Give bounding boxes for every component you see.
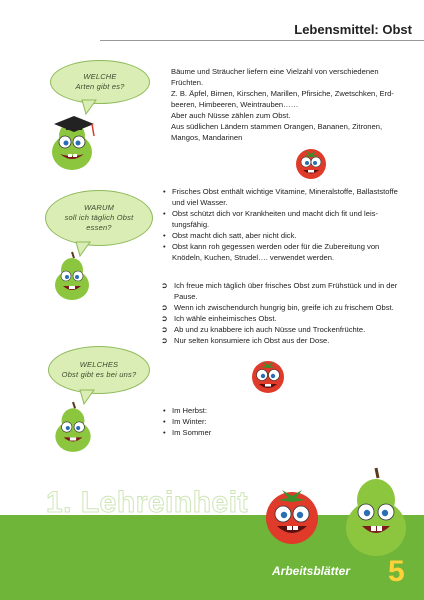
bubble-line: Obst gibt es bei uns? — [61, 370, 137, 379]
pear-character-icon — [340, 466, 412, 558]
question-bubble-welches — [48, 346, 150, 394]
text-line: beeren, Himbeeren, Weintrauben…… — [171, 100, 299, 109]
warum-bullet-list — [163, 186, 403, 263]
list-item-text: Knödeln, Kuchen, Strudel…. verwendet werden. — [172, 253, 335, 262]
list-item-text: Ab und zu knabbere ich auch Nüsse und Trockenfrüchte. — [174, 325, 366, 334]
tomato-character-icon — [260, 482, 324, 548]
list-item: • Im Winter: — [163, 416, 363, 427]
arrow-icon: ➲ — [161, 303, 168, 312]
season-list — [163, 405, 363, 438]
question-bubble-welche-arten — [50, 60, 150, 104]
list-item-text: und viel Wasser. — [172, 198, 228, 207]
page-title: Lebensmittel: Obst — [294, 22, 412, 37]
tomato-character-icon — [248, 355, 288, 395]
page-number: 5 — [388, 555, 405, 588]
list-item — [163, 280, 403, 302]
list-item-text: tungsfähig. — [172, 220, 210, 229]
header-divider — [100, 40, 424, 41]
list-item — [163, 241, 403, 263]
list-item: • Im Sommer — [163, 427, 363, 438]
bubble-line: WARUM — [83, 203, 115, 212]
worksheet-label: Arbeitsblätter — [272, 564, 351, 578]
text-line: Früchten. — [171, 78, 204, 87]
list-item — [163, 186, 403, 208]
bubble-line: WELCHES — [79, 360, 119, 369]
list-item — [163, 208, 403, 230]
bubble-line: soll ich täglich Obst — [64, 213, 134, 222]
list-item — [163, 335, 403, 346]
pear-character-icon — [50, 250, 94, 302]
list-item — [163, 230, 403, 241]
text-line: Z. B. Äpfel, Birnen, Kirschen, Marillen, Pfirsiche, Zwetschken, Erd- — [171, 89, 394, 98]
arrow-icon: ➲ — [161, 336, 168, 345]
arrow-icon: ➲ — [161, 314, 168, 323]
list-item — [163, 313, 403, 324]
text-line: Bäume und Sträucher liefern eine Vielzahl von verschiedenen — [171, 67, 379, 76]
list-item-text: Obst kann roh gegessen werden oder für die Zubereitung von — [172, 242, 380, 251]
text-line: Mangos, Mandarinen — [171, 133, 243, 142]
list-item-text: Nur selten konsumiere ich Obst aus der Dose. — [174, 336, 330, 345]
list-item — [163, 302, 403, 313]
arrow-icon: ➲ — [161, 281, 168, 290]
list-item: • Im Herbst: — [163, 405, 363, 416]
arrow-list — [163, 280, 403, 346]
list-item-text: Ich wähle einheimisches Obst. — [174, 314, 277, 323]
pear-character-icon — [50, 400, 96, 454]
list-item-text: Obst schützt dich vor Krankheiten und macht dich fit und leis- — [172, 209, 378, 218]
unit-title: 1. Lehreinheit — [46, 486, 249, 519]
arten-text-block — [171, 66, 403, 143]
bubble-line: Arten gibt es? — [75, 82, 125, 91]
bubble-line: essen? — [86, 223, 112, 232]
list-item-text: Ich freue mich täglich über frisches Obst zum Frühstück und in der — [174, 281, 398, 290]
bubble-line: WELCHE — [83, 72, 117, 81]
question-bubble-warum — [45, 190, 153, 246]
text-line: Aus südlichen Ländern stammen Orangen, Bananen, Zitronen, — [171, 122, 383, 131]
list-item-text: Frisches Obst enthält wichtige Vitamine, Mineralstoffe, Ballaststoffe — [172, 187, 398, 196]
list-item-text: Wenn ich zwischendurch hungrig bin, greife ich zu frischem Obst. — [174, 303, 394, 312]
list-item — [163, 324, 403, 335]
tomato-character-icon — [293, 144, 329, 180]
text-line: Aber auch Nüsse zählen zum Obst. — [171, 111, 291, 120]
arrow-icon: ➲ — [161, 325, 168, 334]
list-item-text: Obst macht dich satt, aber nicht dick. — [172, 231, 297, 240]
pear-with-graduation-cap-icon — [44, 112, 100, 172]
list-item-text: Pause. — [174, 292, 198, 301]
